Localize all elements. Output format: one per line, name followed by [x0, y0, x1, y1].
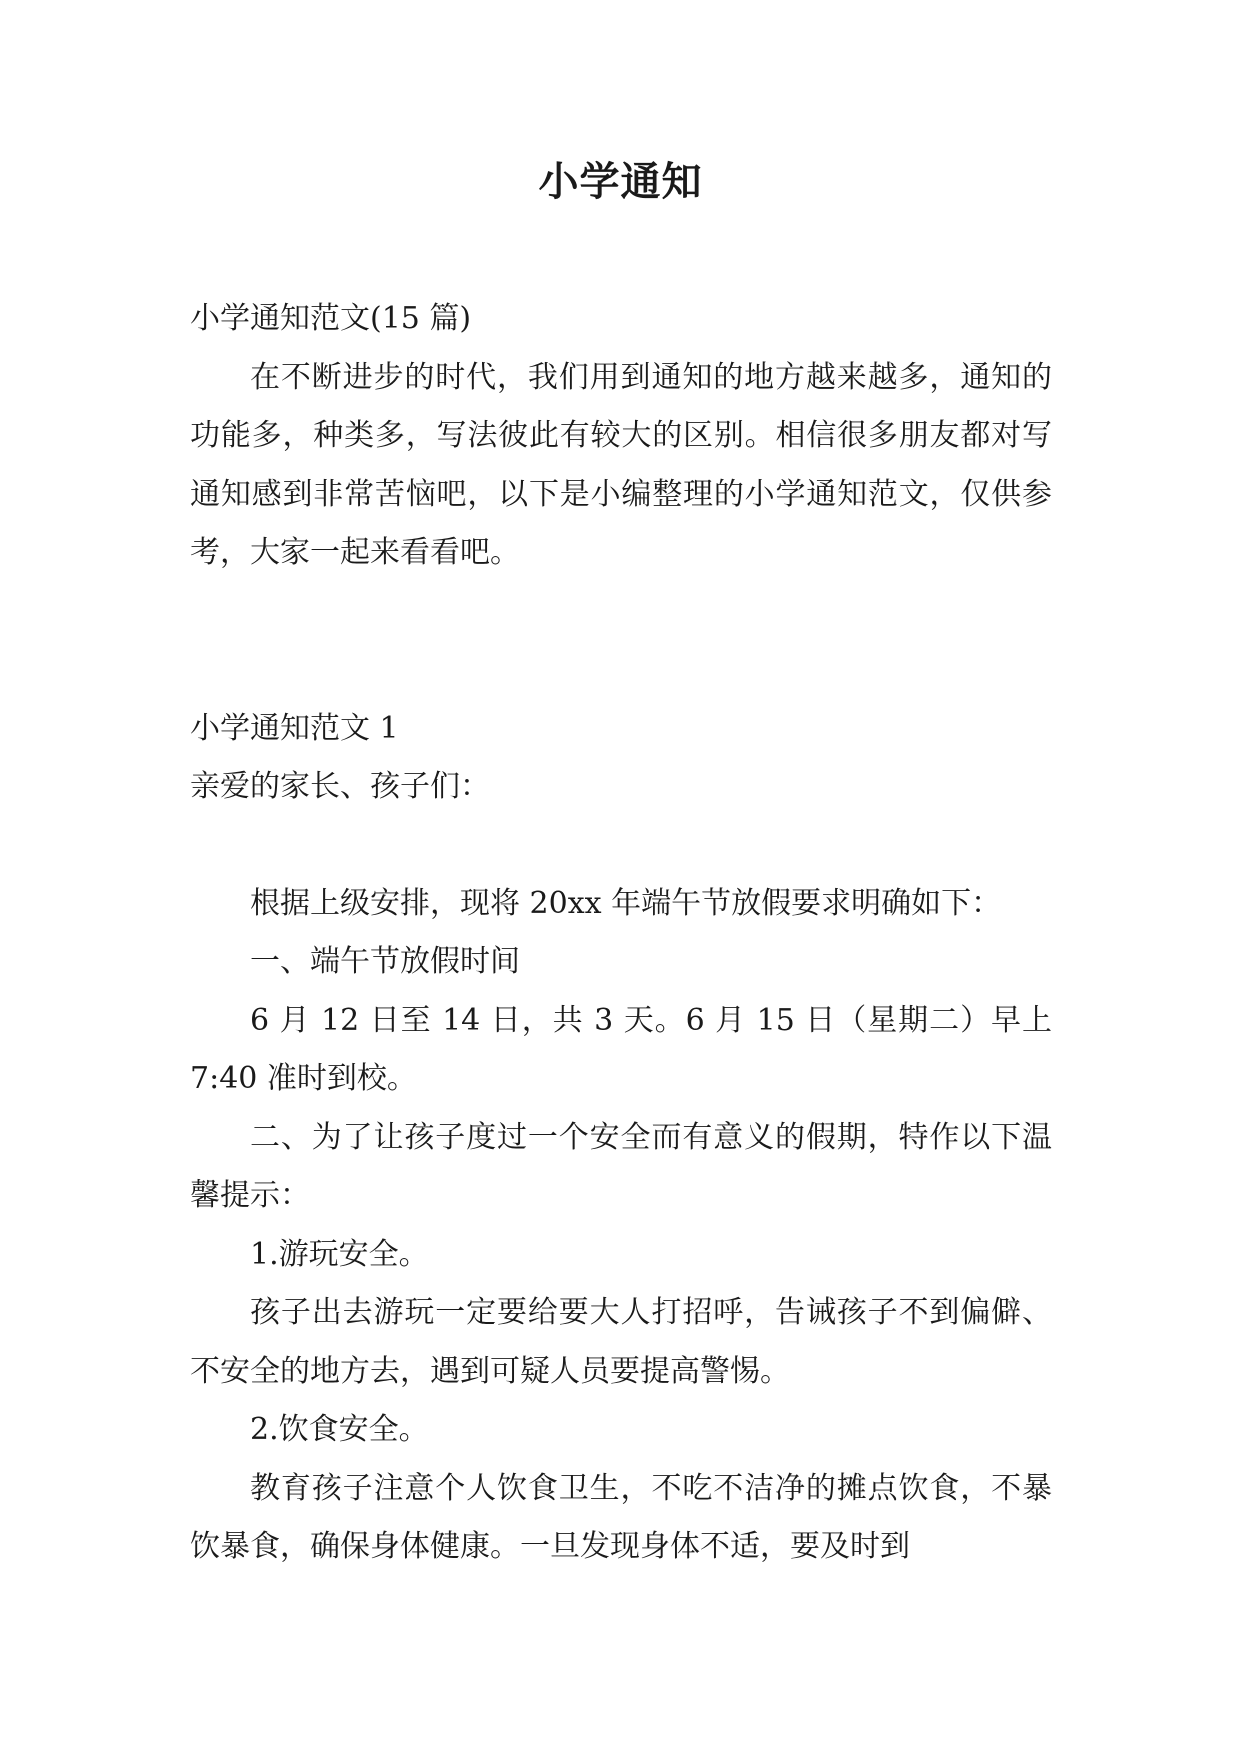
spacer — [190, 817, 1052, 875]
paragraph: 1.游玩安全。 — [250, 1236, 429, 1272]
paragraph: 二、为了让孩子度过一个安全而有意义的假期，特作以下温馨提示： — [190, 1119, 1052, 1213]
paragraph: 根据上级安排，现将 20xx 年端午节放假要求明确如下： — [250, 885, 1002, 921]
paragraph: 2.饮食安全。 — [250, 1412, 429, 1447]
spacer — [190, 583, 1052, 700]
paragraph: 6 月 12 日至 14 日，共 3 天。6 月 15 日（星期二）早上 7:40 准时到校。 — [190, 1002, 1052, 1096]
paragraph: 教育孩子注意个人饮食卫生，不吃不洁净的摊点饮食，不暴饮暴食，确保身体健康。一旦发现身体不适，要及时到 — [190, 1470, 1052, 1564]
page-title: 小学通知 — [538, 158, 703, 205]
paragraph: 一、端午节放假时间 — [250, 944, 520, 979]
section-heading: 小学通知范文 1 — [190, 710, 399, 746]
intro-paragraph: 在不断进步的时代，我们用到通知的地方越来越多，通知的功能多，种类多，写法彼此有较大的区别。相信很多朋友都对写通知感到非常苦恼吧，以下是小编整理的小学通知范文，仅供参考，大家一起来看看吧。 — [190, 359, 1052, 570]
document-body — [190, 290, 1052, 1577]
document-subtitle: 小学通知范文(15 篇) — [190, 301, 472, 336]
paragraph: 孩子出去游玩一定要给要大人打招呼，告诫孩子不到偏僻、不安全的地方去，遇到可疑人员要提高警惕。 — [190, 1295, 1052, 1389]
salutation: 亲爱的家长、孩子们： — [190, 769, 490, 804]
